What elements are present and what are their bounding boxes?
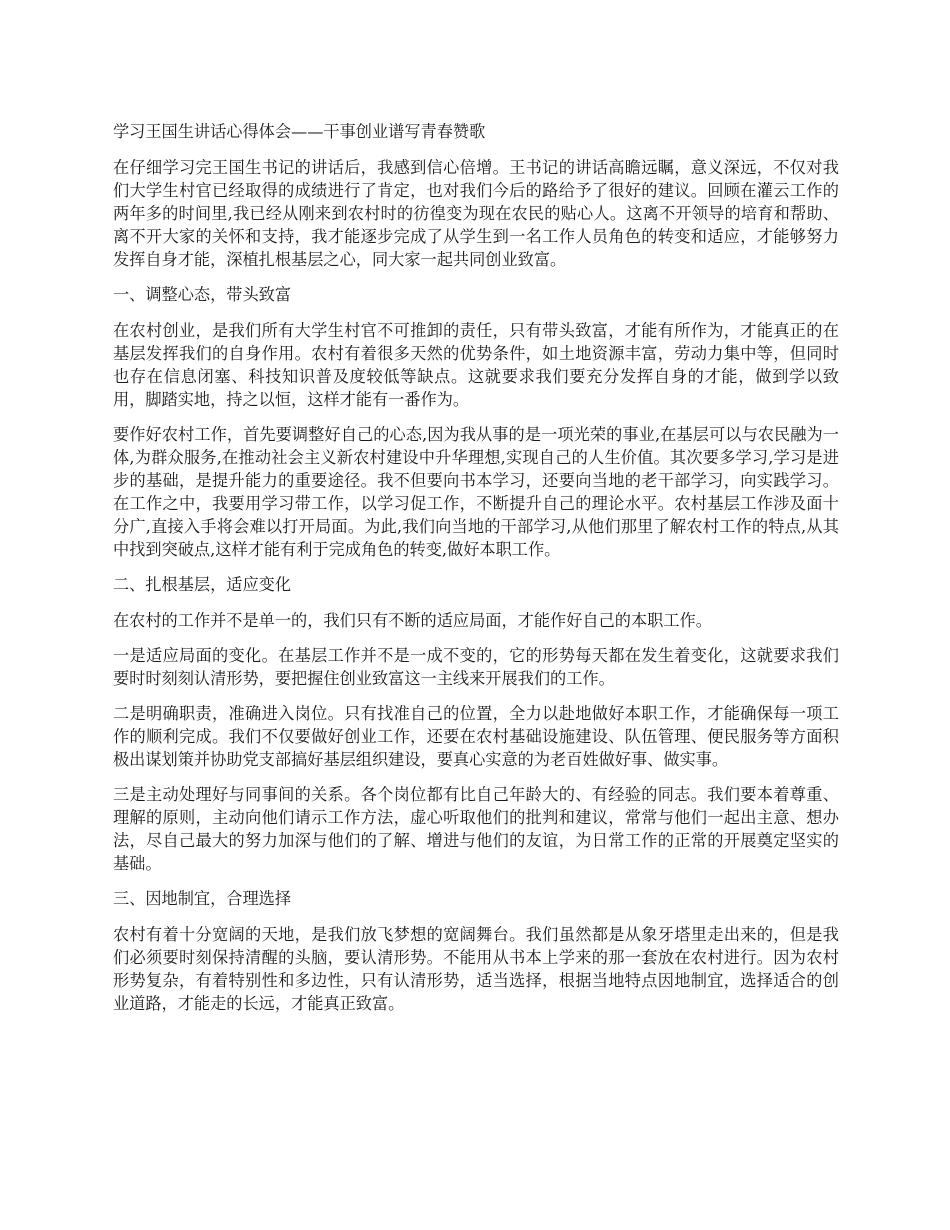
section-2-paragraph-3: 二是明确职责，准确进入岗位。只有找准自己的位置，全力以赴地做好本职工作，才能确保每一项工作的顺利完成。我们不仅要做好创业工作，还要在农村基础设施建设、队伍管理、便民服务等方面积极出谋划策并协助党支部搞好基层组织建设，要真心实意的为老百姓做好事、做实事。 — [113, 704, 839, 769]
section-1-paragraph-2: 要作好农村工作，首先要调整好自己的心态,因为我从事的是一项光荣的事业,在基层可以与农民融为一体,为群众服务,在推动社会主义新农村建设中升华理想,实现自己的人生价值。其次要多学习,学习是进步的基础，是提升能力的重要途径。我不但要向书本学习，还要向当地的老干部学习，向实践学习。在工作之中，我要用学习带工作，以学习促工作，不断提升自己的理论水平。农村基层工作涉及面十分广,直接入手将会难以打开局面。为此,我们向当地的干部学习,从他们那里了解农村工作的特点,从其中找到突破点,这样才能有利于完成角色的转变,做好本职工作。 — [113, 425, 839, 559]
section-2-heading: 二、扎根基层，适应变化 — [113, 575, 292, 594]
document-title: 学习王国生讲话心得体会——干事创业谱写青春赞歌 — [113, 122, 486, 141]
section-1-paragraph-1: 在农村创业，是我们所有大学生村官不可推卸的责任，只有带头致富，才能有所作为，才能真正的在基层发挥我们的自身作用。农村有着很多天然的优势条件，如土地资源丰富，劳动力集中等，但同时也存在信息闭塞、科技知识普及度较低等缺点。这就要求我们要充分发挥自身的才能，做到学以致用，脚踏实地，持之以恒，这样才能有一番作为。 — [113, 321, 839, 409]
section-3-paragraph-1: 农村有着十分宽阔的天地，是我们放飞梦想的宽阔舞台。我们虽然都是从象牙塔里走出来的，但是我们必须要时刻保持清醒的头脑，要认清形势。不能用从书本上学来的那一套放在农村进行。因为农村形势复杂，有着特别性和多边性，只有认清形势，适当选择，根据当地特点因地制宜，选择适合的创业道路，才能走的长远，才能真正致富。 — [113, 925, 839, 1013]
section-1-heading: 一、调整心态，带头致富 — [113, 285, 292, 304]
section-2-paragraph-4: 三是主动处理好与同事间的关系。各个岗位都有比自己年龄大的、有经验的同志。我们要本着尊重、理解的原则，主动向他们请示工作方法，虚心听取他们的批判和建议，常常与他们一起出主意、想办法，尽自己最大的努力加深与他们的了解、增进与他们的友谊，为日常工作的正常的开展奠定坚实的基础。 — [113, 785, 839, 873]
section-2-paragraph-2: 一是适应局面的变化。在基层工作并不是一成不变的，它的形势每天都在发生着变化，这就要求我们要时时刻刻认清形势，要把握住创业致富这一主线来开展我们的工作。 — [113, 646, 839, 688]
section-3-heading: 三、因地制宜，合理选择 — [113, 889, 292, 908]
intro-paragraph: 在仔细学习完王国生书记的讲话后，我感到信心倍增。王书记的讲话高瞻远瞩，意义深远，不仅对我们大学生村官已经取得的成绩进行了肯定，也对我们今后的路给予了很好的建议。回顾在灌云工作的两年多的时间里,我已经从刚来到农村时的彷徨变为现在农民的贴心人。这离不开领导的培育和帮助、离不开大家的关怀和支持，我才能逐步完成了从学生到一名工作人员角色的转变和适应，才能够努力发挥自身才能，深植扎根基层之心，同大家一起共同创业致富。 — [113, 158, 839, 269]
document-body — [113, 120, 839, 1027]
section-2-paragraph-1: 在农村的工作并不是单一的，我们只有不断的适应局面，才能作好自己的本职工作。 — [113, 611, 712, 630]
